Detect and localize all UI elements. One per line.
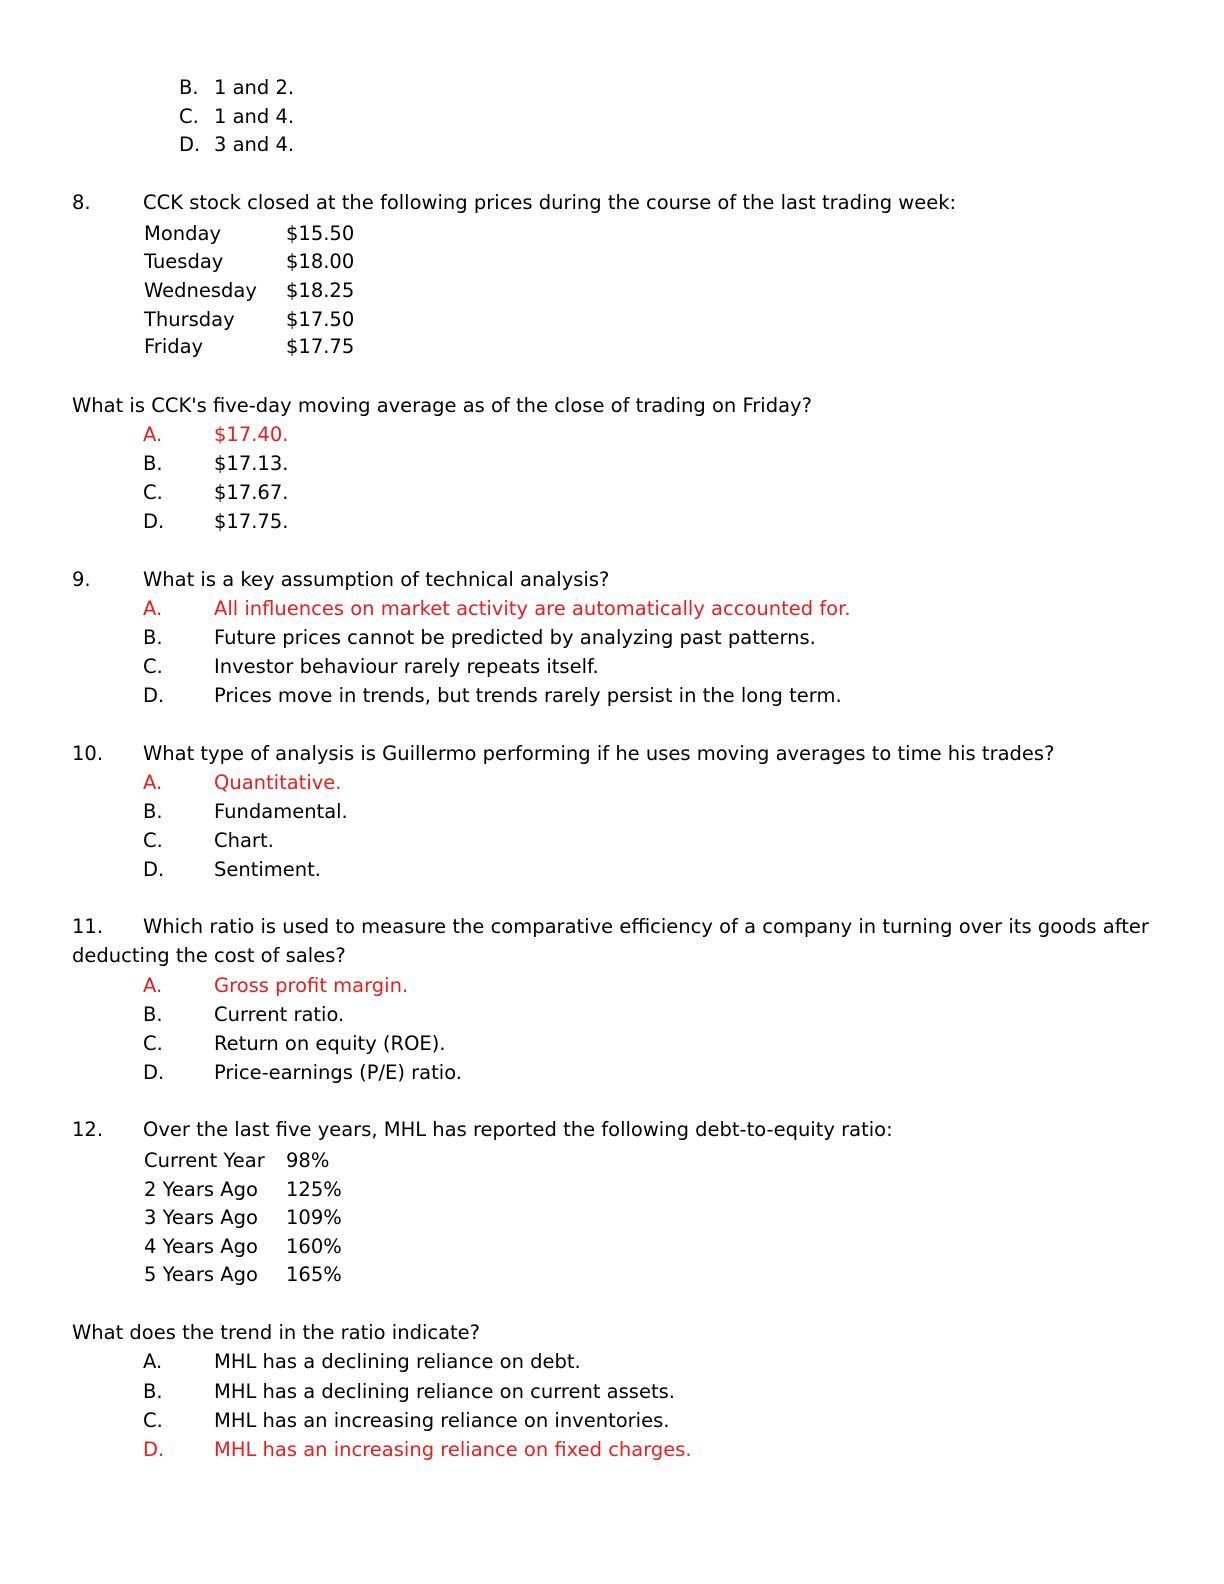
q12-table-period: 3 Years Ago <box>144 1206 258 1229</box>
q11-option-d-text: Price-earnings (P/E) ratio. <box>214 1061 462 1084</box>
q9-option-b-text: Future prices cannot be predicted by analyzing past patterns. <box>214 626 816 649</box>
q8-table-day: Wednesday <box>144 279 257 302</box>
q10-option-d-text: Sentiment. <box>214 858 321 881</box>
q12-option-c-text: MHL has an increasing reliance on inventories. <box>214 1409 670 1432</box>
q8-table-price: $17.50 <box>286 308 355 331</box>
q12-option-b-letter: B. <box>143 1380 163 1403</box>
q12-table-period: 2 Years Ago <box>144 1178 258 1201</box>
q11-question-line2: deducting the cost of sales? <box>72 944 346 967</box>
prev-option-c-text: 1 and 4. <box>214 105 295 128</box>
q12-table-ratio: 125% <box>286 1178 342 1201</box>
q12-table-ratio: 165% <box>286 1263 342 1286</box>
q12-table-ratio: 160% <box>286 1235 342 1258</box>
q11-option-a-letter: A. <box>143 974 163 997</box>
prev-option-d-text: 3 and 4. <box>214 133 295 156</box>
q8-table-price: $18.00 <box>286 250 355 273</box>
q8-option-a-letter: A. <box>143 423 163 446</box>
q12-table-period: Current Year <box>144 1149 265 1172</box>
q9-number: 9. <box>72 568 91 591</box>
q9-option-d-letter: D. <box>143 684 165 707</box>
q8-table-day: Monday <box>144 222 221 245</box>
q10-option-a-letter: A. <box>143 771 163 794</box>
q8-table-day: Tuesday <box>144 250 224 273</box>
q8-option-c-text: $17.67. <box>214 481 289 504</box>
q9-option-c-text: Investor behaviour rarely repeats itself. <box>214 655 599 678</box>
q8-option-d-letter: D. <box>143 510 165 533</box>
q12-table-period: 4 Years Ago <box>144 1235 258 1258</box>
q10-option-c-text: Chart. <box>214 829 274 852</box>
q9-option-a-text: All influences on market activity are automatically accounted for. <box>214 597 851 620</box>
q9-question: What is a key assumption of technical analysis? <box>143 568 610 591</box>
q8-table-price: $15.50 <box>286 222 355 245</box>
q11-option-b-letter: B. <box>143 1003 163 1026</box>
q10-option-b-text: Fundamental. <box>214 800 348 823</box>
q12-table-ratio: 109% <box>286 1206 342 1229</box>
prev-option-d-letter: D. <box>179 133 201 156</box>
q8-table-day: Friday <box>144 335 204 358</box>
q8-number: 8. <box>72 191 91 214</box>
q8-table-price: $18.25 <box>286 279 355 302</box>
q9-option-c-letter: C. <box>143 655 163 678</box>
q12-followup: What does the trend in the ratio indicate? <box>72 1321 481 1344</box>
q8-option-b-letter: B. <box>143 452 163 475</box>
q11-option-d-letter: D. <box>143 1061 165 1084</box>
q10-number: 10. <box>72 742 104 765</box>
q11-question-line1: Which ratio is used to measure the comparative efficiency of a company in turning over its goods after <box>143 915 1149 938</box>
q8-option-b-text: $17.13. <box>214 452 289 475</box>
q12-question: Over the last five years, MHL has reported the following debt-to-equity ratio: <box>143 1118 893 1141</box>
q10-option-a-text: Quantitative. <box>214 771 342 794</box>
q8-followup: What is CCK's five-day moving average as of the close of trading on Friday? <box>72 394 812 417</box>
q12-option-d-letter: D. <box>143 1438 165 1461</box>
q9-option-a-letter: A. <box>143 597 163 620</box>
q8-option-c-letter: C. <box>143 481 163 504</box>
q11-option-c-letter: C. <box>143 1032 163 1055</box>
q12-option-a-letter: A. <box>143 1350 163 1373</box>
q12-option-d-text: MHL has an increasing reliance on fixed charges. <box>214 1438 692 1461</box>
q8-table-price: $17.75 <box>286 335 355 358</box>
q11-option-c-text: Return on equity (ROE). <box>214 1032 446 1055</box>
q8-table-day: Thursday <box>144 308 235 331</box>
q12-number: 12. <box>72 1118 104 1141</box>
q8-option-a-text: $17.40. <box>214 423 289 446</box>
q8-option-d-text: $17.75. <box>214 510 289 533</box>
q12-option-b-text: MHL has a declining reliance on current assets. <box>214 1380 675 1403</box>
q11-option-a-text: Gross profit margin. <box>214 974 409 997</box>
q12-table-period: 5 Years Ago <box>144 1263 258 1286</box>
q11-option-b-text: Current ratio. <box>214 1003 345 1026</box>
q10-option-b-letter: B. <box>143 800 163 823</box>
q12-table-ratio: 98% <box>286 1149 330 1172</box>
q10-question: What type of analysis is Guillermo performing if he uses moving averages to time his trades? <box>143 742 1055 765</box>
q10-option-c-letter: C. <box>143 829 163 852</box>
q9-option-b-letter: B. <box>143 626 163 649</box>
prev-option-b-letter: B. <box>179 76 199 99</box>
prev-option-b-text: 1 and 2. <box>214 76 295 99</box>
q8-question: CCK stock closed at the following prices during the course of the last trading week: <box>143 191 957 214</box>
prev-option-c-letter: C. <box>179 105 199 128</box>
q12-option-a-text: MHL has a declining reliance on debt. <box>214 1350 581 1373</box>
q12-option-c-letter: C. <box>143 1409 163 1432</box>
q11-number: 11. <box>72 915 104 938</box>
q9-option-d-text: Prices move in trends, but trends rarely persist in the long term. <box>214 684 842 707</box>
q10-option-d-letter: D. <box>143 858 165 881</box>
